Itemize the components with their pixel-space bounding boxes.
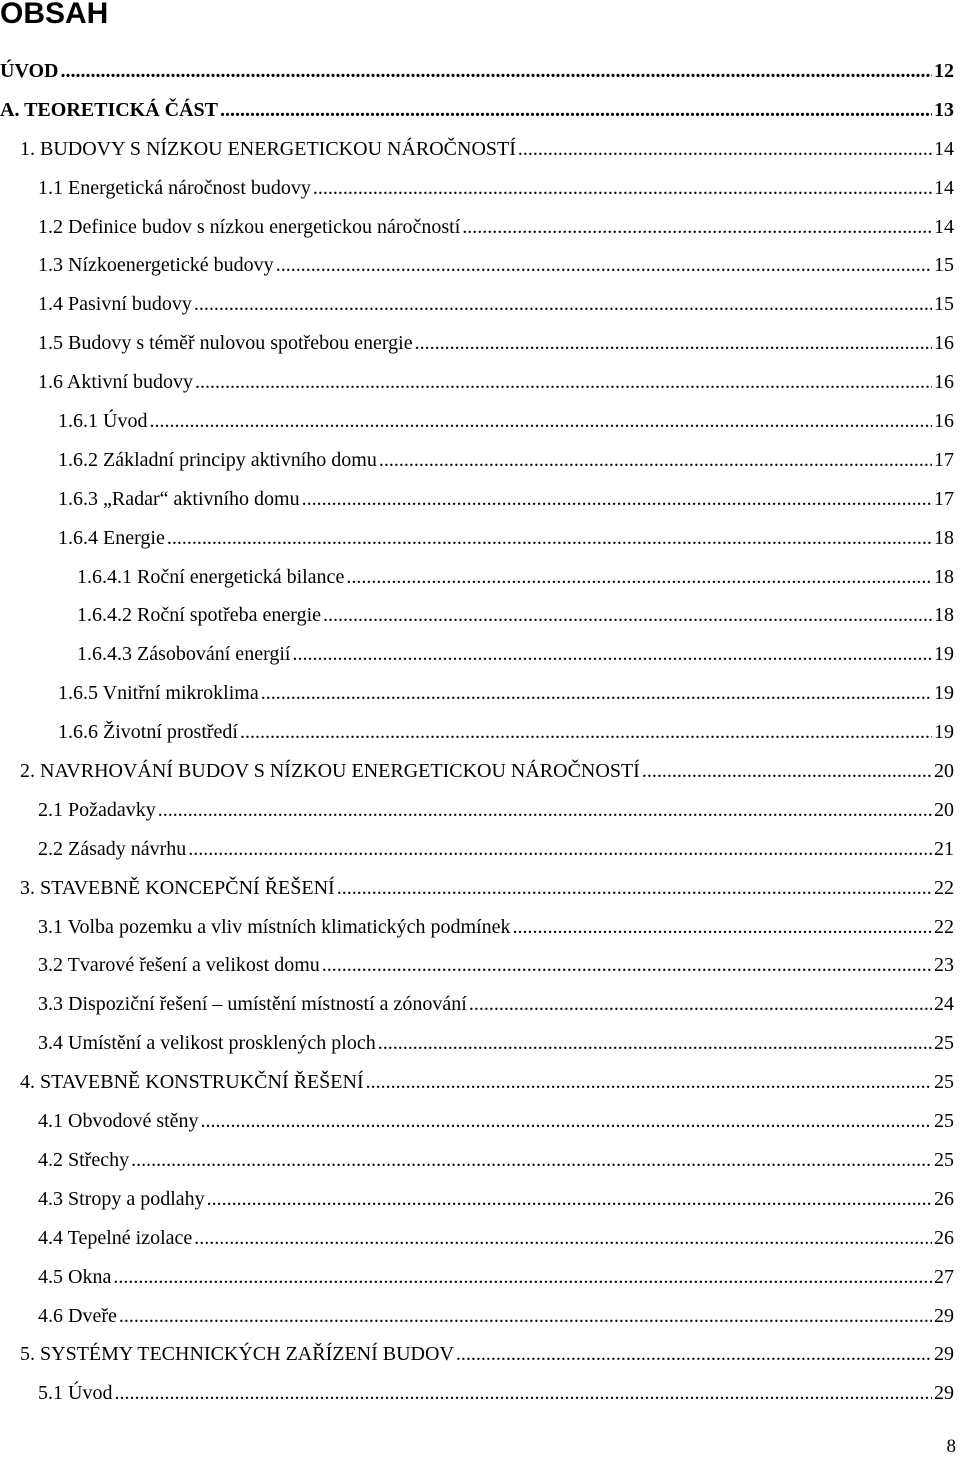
toc-entry[interactable]: [0, 1258, 954, 1297]
toc-entry-page: 19: [934, 721, 954, 744]
toc-entry-label: 2.2 Zásady návrhu: [38, 837, 187, 860]
toc-entry-page: 16: [934, 410, 954, 433]
toc-entry-label: 5. SYSTÉMY TECHNICKÝCH ZAŘÍZENÍ BUDOV: [20, 1343, 454, 1366]
toc-entry[interactable]: [0, 1374, 954, 1413]
toc-dot-leader: [346, 558, 932, 597]
toc-dot-leader: [119, 1297, 932, 1336]
toc-entry[interactable]: [0, 208, 954, 247]
toc-entry[interactable]: [0, 324, 954, 363]
toc-dot-leader: [149, 402, 932, 441]
toc-dot-leader: [379, 441, 932, 480]
toc-entry-label: 2.1 Požadavky: [38, 798, 156, 821]
toc-entry-label: 3.2 Tvarové řešení a velikost domu: [38, 954, 320, 977]
toc-entry[interactable]: [0, 946, 954, 985]
toc-entry-page: 21: [934, 837, 954, 860]
toc-dot-leader: [292, 635, 932, 674]
toc-entry[interactable]: [0, 1024, 954, 1063]
toc-entry-label: 1.6.1 Úvod: [58, 410, 148, 433]
toc-entry-label: 3.4 Umístění a velikost prosklených ploch: [38, 1032, 376, 1055]
toc-dot-leader: [194, 1219, 932, 1258]
toc-entry[interactable]: [0, 869, 954, 908]
toc-entry-label: 1. BUDOVY S NÍZKOU ENERGETICKOU NÁROČNOSTÍ: [20, 137, 516, 160]
toc-dot-leader: [456, 1335, 932, 1374]
toc-entry[interactable]: [0, 519, 954, 558]
toc-dot-leader: [220, 91, 932, 130]
toc-entry[interactable]: [0, 246, 954, 285]
toc-entry[interactable]: [0, 1063, 954, 1102]
toc-entry[interactable]: [0, 752, 954, 791]
toc-dot-leader: [313, 169, 932, 208]
toc-entry-label: 3.3 Dispoziční řešení – umístění místností a zónování: [38, 993, 467, 1016]
toc-entry-page: 14: [934, 137, 954, 160]
toc-entry-label: 1.6 Aktivní budovy: [38, 371, 194, 394]
toc-dot-leader: [195, 363, 932, 402]
toc-entry-page: 16: [934, 371, 954, 394]
toc-entry-label: 4.6 Dveře: [38, 1304, 117, 1327]
toc-entry-page: 18: [934, 526, 954, 549]
toc-entry[interactable]: [0, 830, 954, 869]
toc-entry[interactable]: [0, 596, 954, 635]
toc-entry[interactable]: [0, 363, 954, 402]
toc-entry-label: 1.6.5 Vnitřní mikroklima: [58, 682, 259, 705]
toc-dot-leader: [188, 830, 932, 869]
toc-entry[interactable]: [0, 558, 954, 597]
toc-entry-label: A. TEORETICKÁ ČÁST: [0, 98, 219, 121]
toc-entry-page: 14: [934, 176, 954, 199]
toc-entry-label: 1.6.2 Základní principy aktivního domu: [58, 448, 377, 471]
toc-dot-leader: [378, 1024, 932, 1063]
toc-entry-page: 20: [934, 798, 954, 821]
toc-entry[interactable]: [0, 402, 954, 441]
toc-entry[interactable]: [0, 91, 954, 130]
toc-dot-leader: [261, 674, 932, 713]
toc-entry-page: 14: [934, 215, 954, 238]
toc-dot-leader: [201, 1102, 932, 1141]
toc-entry[interactable]: [0, 169, 954, 208]
toc-entry-label: 4.2 Střechy: [38, 1148, 130, 1171]
toc-entry-label: 5.1 Úvod: [38, 1382, 113, 1405]
toc-dot-leader: [114, 1374, 932, 1413]
toc-entry-page: 18: [934, 565, 954, 588]
toc-dot-leader: [462, 208, 932, 247]
toc-entry-page: 27: [934, 1265, 954, 1288]
toc-entry-page: 29: [934, 1304, 954, 1327]
toc-dot-leader: [113, 1258, 932, 1297]
toc-entry-page: 25: [934, 1148, 954, 1171]
toc-entry-label: 3. STAVEBNĚ KONCEPČNÍ ŘEŠENÍ: [20, 876, 335, 899]
toc-entry-page: 26: [934, 1226, 954, 1249]
toc-entry-label: 1.6.4.1 Roční energetická bilance: [77, 565, 345, 588]
toc-entry[interactable]: [0, 52, 954, 91]
toc-dot-leader: [61, 52, 933, 91]
toc-entry-label: 1.6.4.3 Zásobování energií: [77, 643, 291, 666]
toc-entry-label: 4. STAVEBNĚ KONSTRUKČNÍ ŘEŠENÍ: [20, 1071, 364, 1094]
toc-entry-page: 29: [934, 1343, 954, 1366]
toc-entry[interactable]: [0, 713, 954, 752]
toc-dot-leader: [158, 791, 932, 830]
toc-entry-label: 1.3 Nízkoenergetické budovy: [38, 254, 274, 277]
toc-entry-page: 15: [934, 254, 954, 277]
toc-entry[interactable]: [0, 791, 954, 830]
toc-entry-page: 26: [934, 1187, 954, 1210]
toc-entry[interactable]: [0, 1141, 954, 1180]
toc-entry-page: 15: [934, 293, 954, 316]
toc-entry-label: 4.1 Obvodové stěny: [38, 1110, 199, 1133]
toc-dot-leader: [131, 1141, 932, 1180]
toc-dot-leader: [240, 713, 932, 752]
toc-dot-leader: [337, 869, 932, 908]
toc-entry-page: 25: [934, 1032, 954, 1055]
toc-entry[interactable]: [0, 908, 954, 947]
toc-entry-page: 23: [934, 954, 954, 977]
toc-dot-leader: [642, 752, 932, 791]
toc-entry-label: 4.5 Okna: [38, 1265, 112, 1288]
toc-entry-label: ÚVOD: [0, 60, 59, 82]
toc-entry-page: 22: [934, 915, 954, 938]
toc-entry-page: 29: [934, 1382, 954, 1405]
toc-entry-label: 3.1 Volba pozemku a vliv místních klimatických podmínek: [38, 915, 511, 938]
page-number: 8: [946, 1436, 956, 1457]
toc-entry-label: 1.6.4.2 Roční spotřeba energie: [77, 604, 322, 627]
toc-entry-label: 4.4 Tepelné izolace: [38, 1226, 193, 1249]
toc-entry-page: 25: [934, 1071, 954, 1094]
toc-dot-leader: [415, 324, 932, 363]
page-title: OBSAH: [0, 0, 109, 30]
toc-entry[interactable]: [0, 130, 954, 169]
toc-entry-label: 1.6.3 „Radar“ aktivního domu: [58, 487, 300, 510]
toc-entry-page: 25: [934, 1110, 954, 1133]
toc-dot-leader: [167, 519, 932, 558]
toc-entry-page: 17: [934, 487, 954, 510]
toc-entry[interactable]: [0, 635, 954, 674]
toc-entry-label: 1.2 Definice budov s nízkou energetickou náročností: [38, 215, 461, 238]
toc-entry[interactable]: [0, 285, 954, 324]
toc-entry-label: 1.1 Energetická náročnost budovy: [38, 176, 311, 199]
toc-entry-page: 18: [934, 604, 954, 627]
table-of-contents: [0, 52, 954, 1413]
toc-entry-page: 12: [934, 60, 954, 82]
toc-dot-leader: [323, 596, 932, 635]
toc-entry[interactable]: [0, 674, 954, 713]
toc-entry-label: 4.3 Stropy a podlahy: [38, 1187, 205, 1210]
toc-entry-label: 1.5 Budovy s téměř nulovou spotřebou energie: [38, 332, 413, 355]
toc-entry-page: 20: [934, 760, 954, 783]
toc-entry[interactable]: [0, 1219, 954, 1258]
toc-dot-leader: [518, 130, 932, 169]
toc-entry-page: 24: [934, 993, 954, 1016]
toc-entry-label: 1.4 Pasivní budovy: [38, 293, 192, 316]
toc-dot-leader: [366, 1063, 932, 1102]
toc-entry-page: 19: [934, 682, 954, 705]
toc-dot-leader: [276, 246, 932, 285]
toc-entry[interactable]: [0, 1297, 954, 1336]
toc-dot-leader: [207, 1180, 932, 1219]
toc-dot-leader: [302, 480, 932, 519]
toc-entry[interactable]: [0, 1335, 954, 1374]
toc-entry[interactable]: [0, 441, 954, 480]
toc-dot-leader: [322, 946, 932, 985]
toc-entry-page: 19: [934, 643, 954, 666]
toc-entry-page: 22: [934, 876, 954, 899]
toc-entry-page: 17: [934, 448, 954, 471]
toc-entry[interactable]: [0, 985, 954, 1024]
toc-entry-label: 1.6.4 Energie: [58, 526, 165, 549]
toc-dot-leader: [194, 285, 932, 324]
toc-entry-label: 1.6.6 Životní prostředí: [58, 721, 238, 744]
toc-dot-leader: [513, 908, 932, 947]
toc-entry[interactable]: [0, 480, 954, 519]
toc-entry-page: 16: [934, 332, 954, 355]
toc-dot-leader: [469, 985, 932, 1024]
toc-entry[interactable]: [0, 1180, 954, 1219]
toc-entry-label: 2. NAVRHOVÁNÍ BUDOV S NÍZKOU ENERGETICKOU NÁROČNOSTÍ: [20, 760, 640, 783]
toc-entry[interactable]: [0, 1102, 954, 1141]
toc-entry-page: 13: [934, 98, 954, 121]
